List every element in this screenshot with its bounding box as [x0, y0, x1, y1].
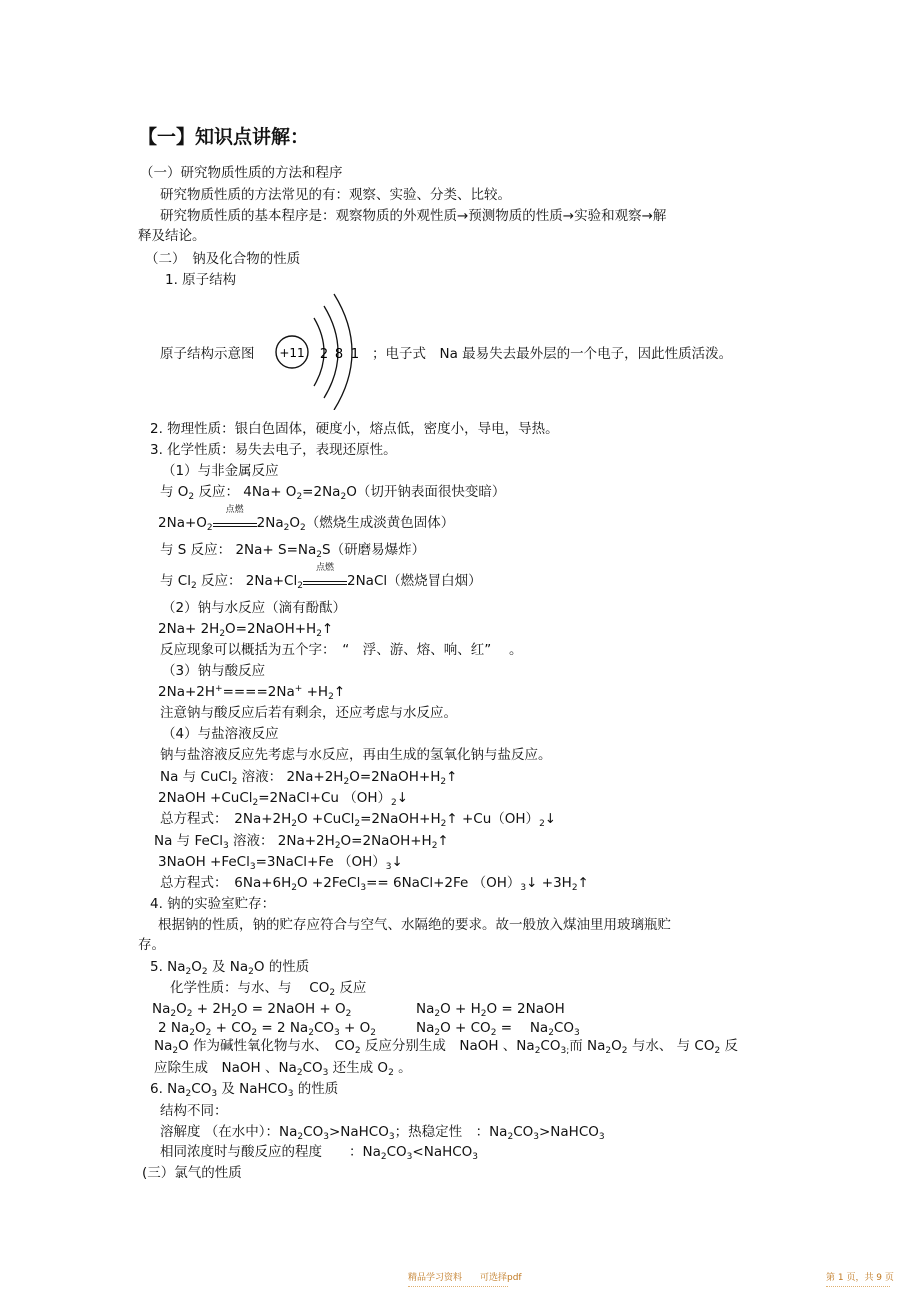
reaction-s: 与 S 反应： $2Na+ S=Na_2S$（研磨易爆炸） — [160, 542, 426, 560]
oxides-chem-props: 化学性质：与水、与 $CO_2$ 反应 — [170, 980, 367, 998]
storage-heading: 4. 钠的实验室贮存： — [150, 896, 276, 912]
section-heading-sodium: （二） 钠及化合物的性质 — [145, 251, 301, 267]
ignite-condition: 点燃 — [213, 514, 257, 532]
reaction-nonmetal-heading: （1）与非金属反应 — [162, 463, 279, 479]
storage-text: 根据钠的性质，钠的贮存应符合与空气、水隔绝的要求。故一般放入煤油里用玻璃瓶贮 — [158, 917, 671, 933]
reaction-cucl2-1: Na 与 CuCl$_2$ 溶液： $2Na+2H_2O=2NaOH+H_2↑$ — [160, 769, 458, 787]
carbonates-heading: 6. $Na_2CO_3$ 及 NaHCO$_3$ 的性质 — [150, 1081, 339, 1099]
oxides-note-cont: 应除生成 NaOH 、$Na_2CO_3$ 还生成 $O_2$ 。 — [154, 1060, 412, 1078]
na2o2-water: $Na_2O_2 + 2H_2O$ = 2NaOH + $O_2$ — [152, 1001, 352, 1019]
footer-dots-left — [408, 1286, 508, 1287]
procedure-text: 研究物质性质的基本程序是：观察物质的外观性质→预测物质的性质→实验和观察→解 — [160, 208, 667, 224]
carbonates-acid-rate: 相同浓度时与酸反应的程度 ：$Na_2CO_3<NaHCO_3$ — [160, 1144, 479, 1162]
reaction-cucl2-total: 总方程式： $2Na+2H_2O$ $+CuCl_2=2NaOH+H_2↑$ $+Cu(OH)_2↓$ — [160, 811, 557, 829]
reaction-fecl3-total: 总方程式： $6Na+6H_2O$ +2FeCl$_3$== 6NaCl+2Fe $(OH)_3↓$ $+3H_2↑$ — [160, 875, 589, 893]
atomic-structure-diagram — [270, 290, 370, 410]
shell-2-count: 8 — [334, 347, 344, 362]
reaction-fecl3-2: 3NaOH +FeCl$_3$=3NaCl+Fe $(OH)_3↓$ — [158, 854, 403, 872]
reaction-cucl2-2: 2NaOH +CuCl$_2$=2NaCl+Cu $(OH)_2↓$ — [158, 790, 409, 808]
storage-text-cont: 存。 — [138, 937, 165, 953]
na2o-co2: $Na_2O + CO_2$ = $Na_2CO_3$ — [416, 1020, 580, 1038]
ignite-condition-2: 点燃 — [303, 572, 347, 590]
atomic-structure-heading: 1. 原子结构 — [165, 272, 237, 288]
reaction-acid: $2Na+2H^+====2Na^+ +H_2↑$ — [158, 684, 346, 702]
physical-properties: 2. 物理性质：银白色固体，硬度小，熔点低，密度小，导电，导热。 — [150, 421, 559, 437]
reaction-acid-note: 注意钠与酸反应后若有剩余，还应考虑与水反应。 — [160, 705, 457, 721]
carbonates-solubility: 溶解度 （在水中）：$Na_2CO_3>NaHCO_3$；热稳定性 ：$Na_2CO_3>NaHCO_3$ — [160, 1124, 605, 1142]
na2o2-co2: 2 $Na_2O_2 + CO_2 = 2$ $Na_2CO_3 + O_2$ — [158, 1020, 377, 1038]
reaction-o2-burn: $2Na+O_2$ 点燃 $2Na_2O_2$（燃烧生成淡黄色固体） — [158, 505, 455, 533]
reaction-water-heading: （2）钠与水反应（滴有酚酞） — [162, 600, 347, 616]
chemical-properties: 3. 化学性质：易失去电子，表现还原性。 — [150, 442, 397, 458]
carbonates-structure: 结构不同： — [160, 1103, 228, 1119]
reaction-acid-heading: （3）钠与酸反应 — [162, 663, 266, 679]
electron-formula-text: ；电子式 Na 最易失去最外层的一个电子，因此性质活泼。 — [372, 346, 733, 362]
nucleus-label: +11 — [279, 346, 305, 360]
section-heading-methods: （一）研究物质性质的方法和程序 — [140, 165, 343, 181]
oxides-note: $Na_2O$ 作为碱性氧化物与水、 $CO_2$ 反应分别生成 NaOH 、$Na_2CO_{3;}$而 $Na_2O_2$ 与水、 与 $CO_2$ 反 — [154, 1038, 738, 1056]
reaction-water: $2Na+ 2H_2O=2NaOH+H_2↑$ — [158, 621, 334, 639]
reaction-o2: 与 $O_2$ 反应： $4Na+ O_2=2Na_2O$（切开钠表面很快变暗） — [160, 484, 506, 502]
oxides-heading: 5. $Na_2O_2$ 及 $Na_2O$ 的性质 — [150, 959, 310, 977]
shell-1-count: 2 — [319, 347, 329, 362]
reaction-salt-desc: 钠与盐溶液反应先考虑与水反应，再由生成的氢氧化钠与盐反应。 — [160, 747, 552, 763]
methods-text: 研究物质性质的方法常见的有：观察、实验、分类、比较。 — [160, 187, 511, 203]
page-number: 第 1 页，共 9 页 — [826, 1273, 894, 1283]
shell-3-count: 1 — [350, 347, 360, 362]
reaction-fecl3-1: Na 与 FeCl$_3$ 溶液： $2Na+2H_2O=2NaOH+H_2↑$ — [154, 833, 449, 851]
reaction-salt-heading: （4）与盐溶液反应 — [162, 726, 279, 742]
atom-diagram-label: 原子结构示意图 — [160, 346, 255, 362]
footer-dots-right — [826, 1286, 890, 1287]
na2o-water: $Na_2O + H_2O$ = 2NaOH — [416, 1001, 565, 1019]
procedure-text-cont: 释及结论。 — [138, 228, 206, 244]
reaction-cl2: 与 $Cl_2$ 反应： $2Na+Cl_2$ 点燃 2NaCl（燃烧冒白烟） — [160, 563, 482, 591]
page-title: 【一】知识点讲解： — [138, 126, 310, 148]
footer-watermark: 精品学习资料 可选择pdf — [408, 1273, 522, 1283]
section-heading-chlorine: (三）氯气的性质 — [142, 1165, 242, 1181]
reaction-phenomena: 反应现象可以概括为五个字： “ 浮、游、熔、响、红” 。 — [160, 642, 523, 658]
